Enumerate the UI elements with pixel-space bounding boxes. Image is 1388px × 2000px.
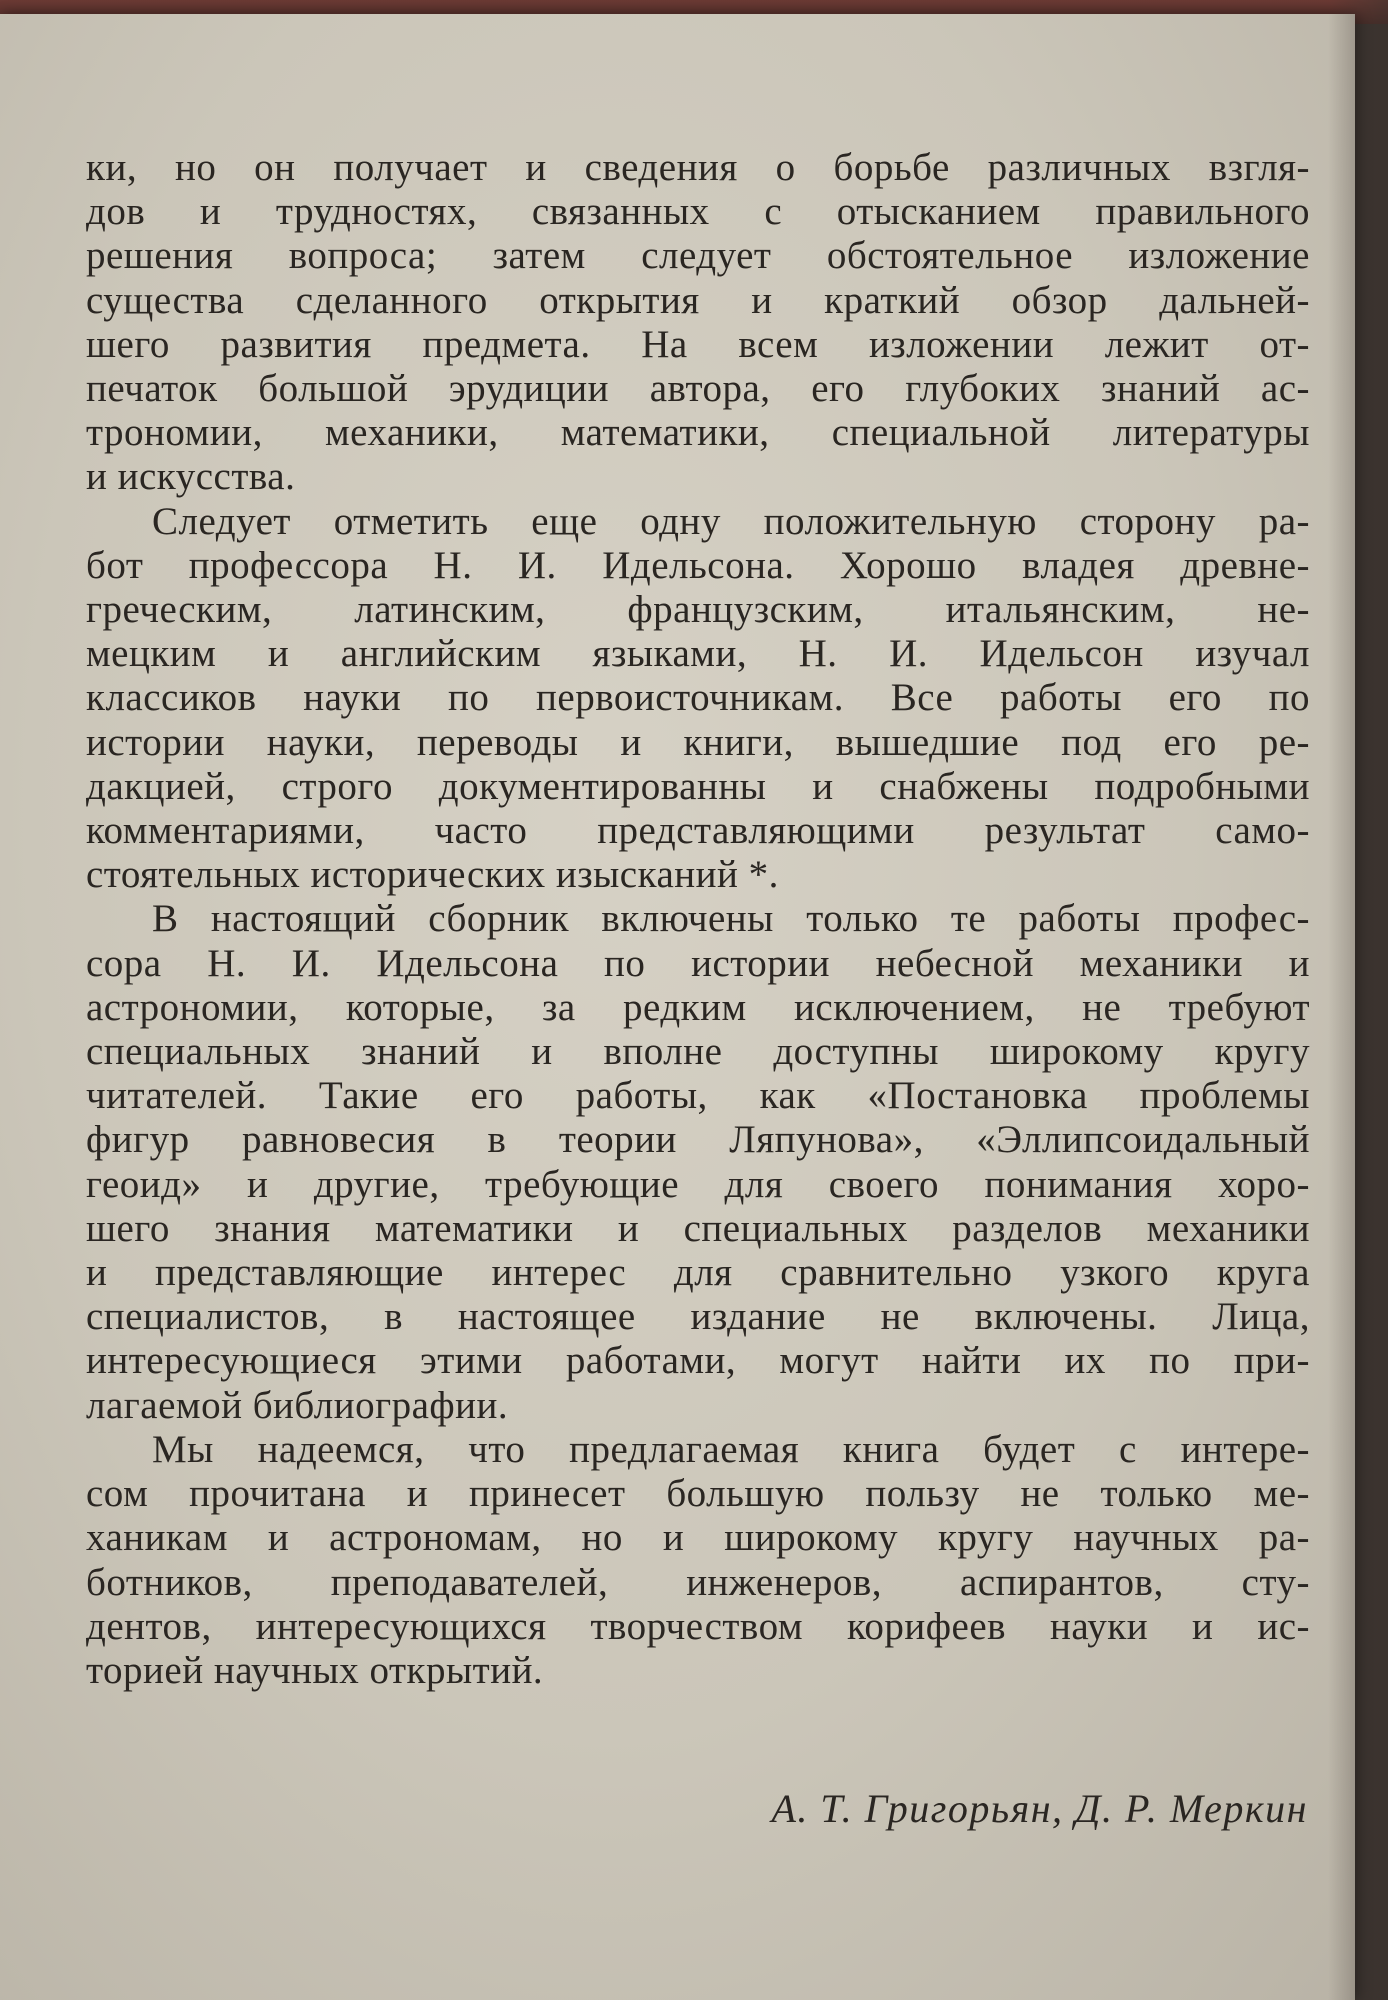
text-line: бот профессора Н. И. Идельсона. Хорошо владея древне- — [86, 543, 1310, 587]
text-line: дов и трудностях, связанных с отысканием правильного — [86, 190, 1310, 234]
text-line: мецким и английским языками, Н. И. Идельсон изучал — [86, 632, 1310, 676]
text-line: ки, но он получает и сведения о борьбе различных взгля- — [86, 146, 1310, 189]
text-line: стоятельных исторических изысканий *. — [86, 853, 779, 897]
text-line: комментариями, часто представляющими результат само- — [86, 809, 1310, 853]
text-line: Мы надеемся, что предлагаемая книга будет с интере- — [152, 1427, 1310, 1471]
text-line: астрономии, которые, за редким исключением, не требуют — [86, 985, 1310, 1029]
text-line: торией научных открытий. — [86, 1648, 544, 1692]
text-line: и представляющие интерес для сравнительно узкого круга — [86, 1251, 1310, 1295]
paragraph — [86, 146, 1310, 500]
paragraph — [86, 1428, 1310, 1693]
text-line: лагаемой библиографии. — [86, 1383, 509, 1427]
text-line: существа сделанного открытия и краткий обзор дальней- — [86, 278, 1310, 322]
text-line: читателей. Такие его работы, как «Постановка проблемы — [86, 1074, 1310, 1118]
paragraph — [86, 897, 1310, 1427]
text-line: специальных знаний и вполне доступны широкому кругу — [86, 1030, 1310, 1074]
text-line: сом прочитана и принесет большую пользу не только ме- — [86, 1472, 1310, 1516]
text-line: и искусства. — [86, 455, 296, 499]
text-line: печаток большой эрудиции автора, его глубоких знаний ас- — [86, 367, 1310, 411]
text-line: трономии, механики, математики, специальной литературы — [86, 411, 1310, 455]
text-line: шего развития предмета. На всем изложении лежит от- — [86, 322, 1310, 366]
text-line: дакцией, строго документированны и снабжены подробными — [86, 764, 1310, 808]
text-line: интересующиеся этими работами, могут найти их по при- — [86, 1339, 1310, 1383]
text-line: шего знания математики и специальных разделов механики — [86, 1206, 1310, 1250]
text-line: фигур равновесия в теории Ляпунова», «Эллипсоидальный — [86, 1118, 1310, 1162]
text-line: классиков науки по первоисточникам. Все работы его по — [86, 676, 1310, 720]
page-body-text — [86, 146, 1310, 1693]
authors-signature: А. Т. Григорьян, Д. Р. Меркин — [771, 1786, 1308, 1831]
text-line: ханикам и астрономам, но и широкому кругу научных ра- — [86, 1516, 1310, 1560]
text-line: греческим, латинским, французским, итальянским, не- — [86, 588, 1310, 632]
text-line: дентов, интересующихся творчеством корифеев науки и ис- — [86, 1604, 1310, 1648]
text-line: решения вопроса; затем следует обстоятельное изложение — [86, 234, 1310, 278]
text-line: ботников, преподавателей, инженеров, аспирантов, сту- — [86, 1560, 1310, 1604]
text-line: специалистов, в настоящее издание не включены. Лица, — [86, 1295, 1310, 1339]
text-line: истории науки, переводы и книги, вышедшие под его ре- — [86, 720, 1310, 764]
text-line: геоид» и другие, требующие для своего понимания хоро- — [86, 1162, 1310, 1206]
paragraph — [86, 500, 1310, 898]
text-line: Следует отметить еще одну положительную сторону ра- — [152, 499, 1310, 543]
text-line: сора Н. И. Идельсона по истории небесной механики и — [86, 941, 1310, 985]
text-line: В настоящий сборник включены только те работы профес- — [152, 897, 1310, 941]
